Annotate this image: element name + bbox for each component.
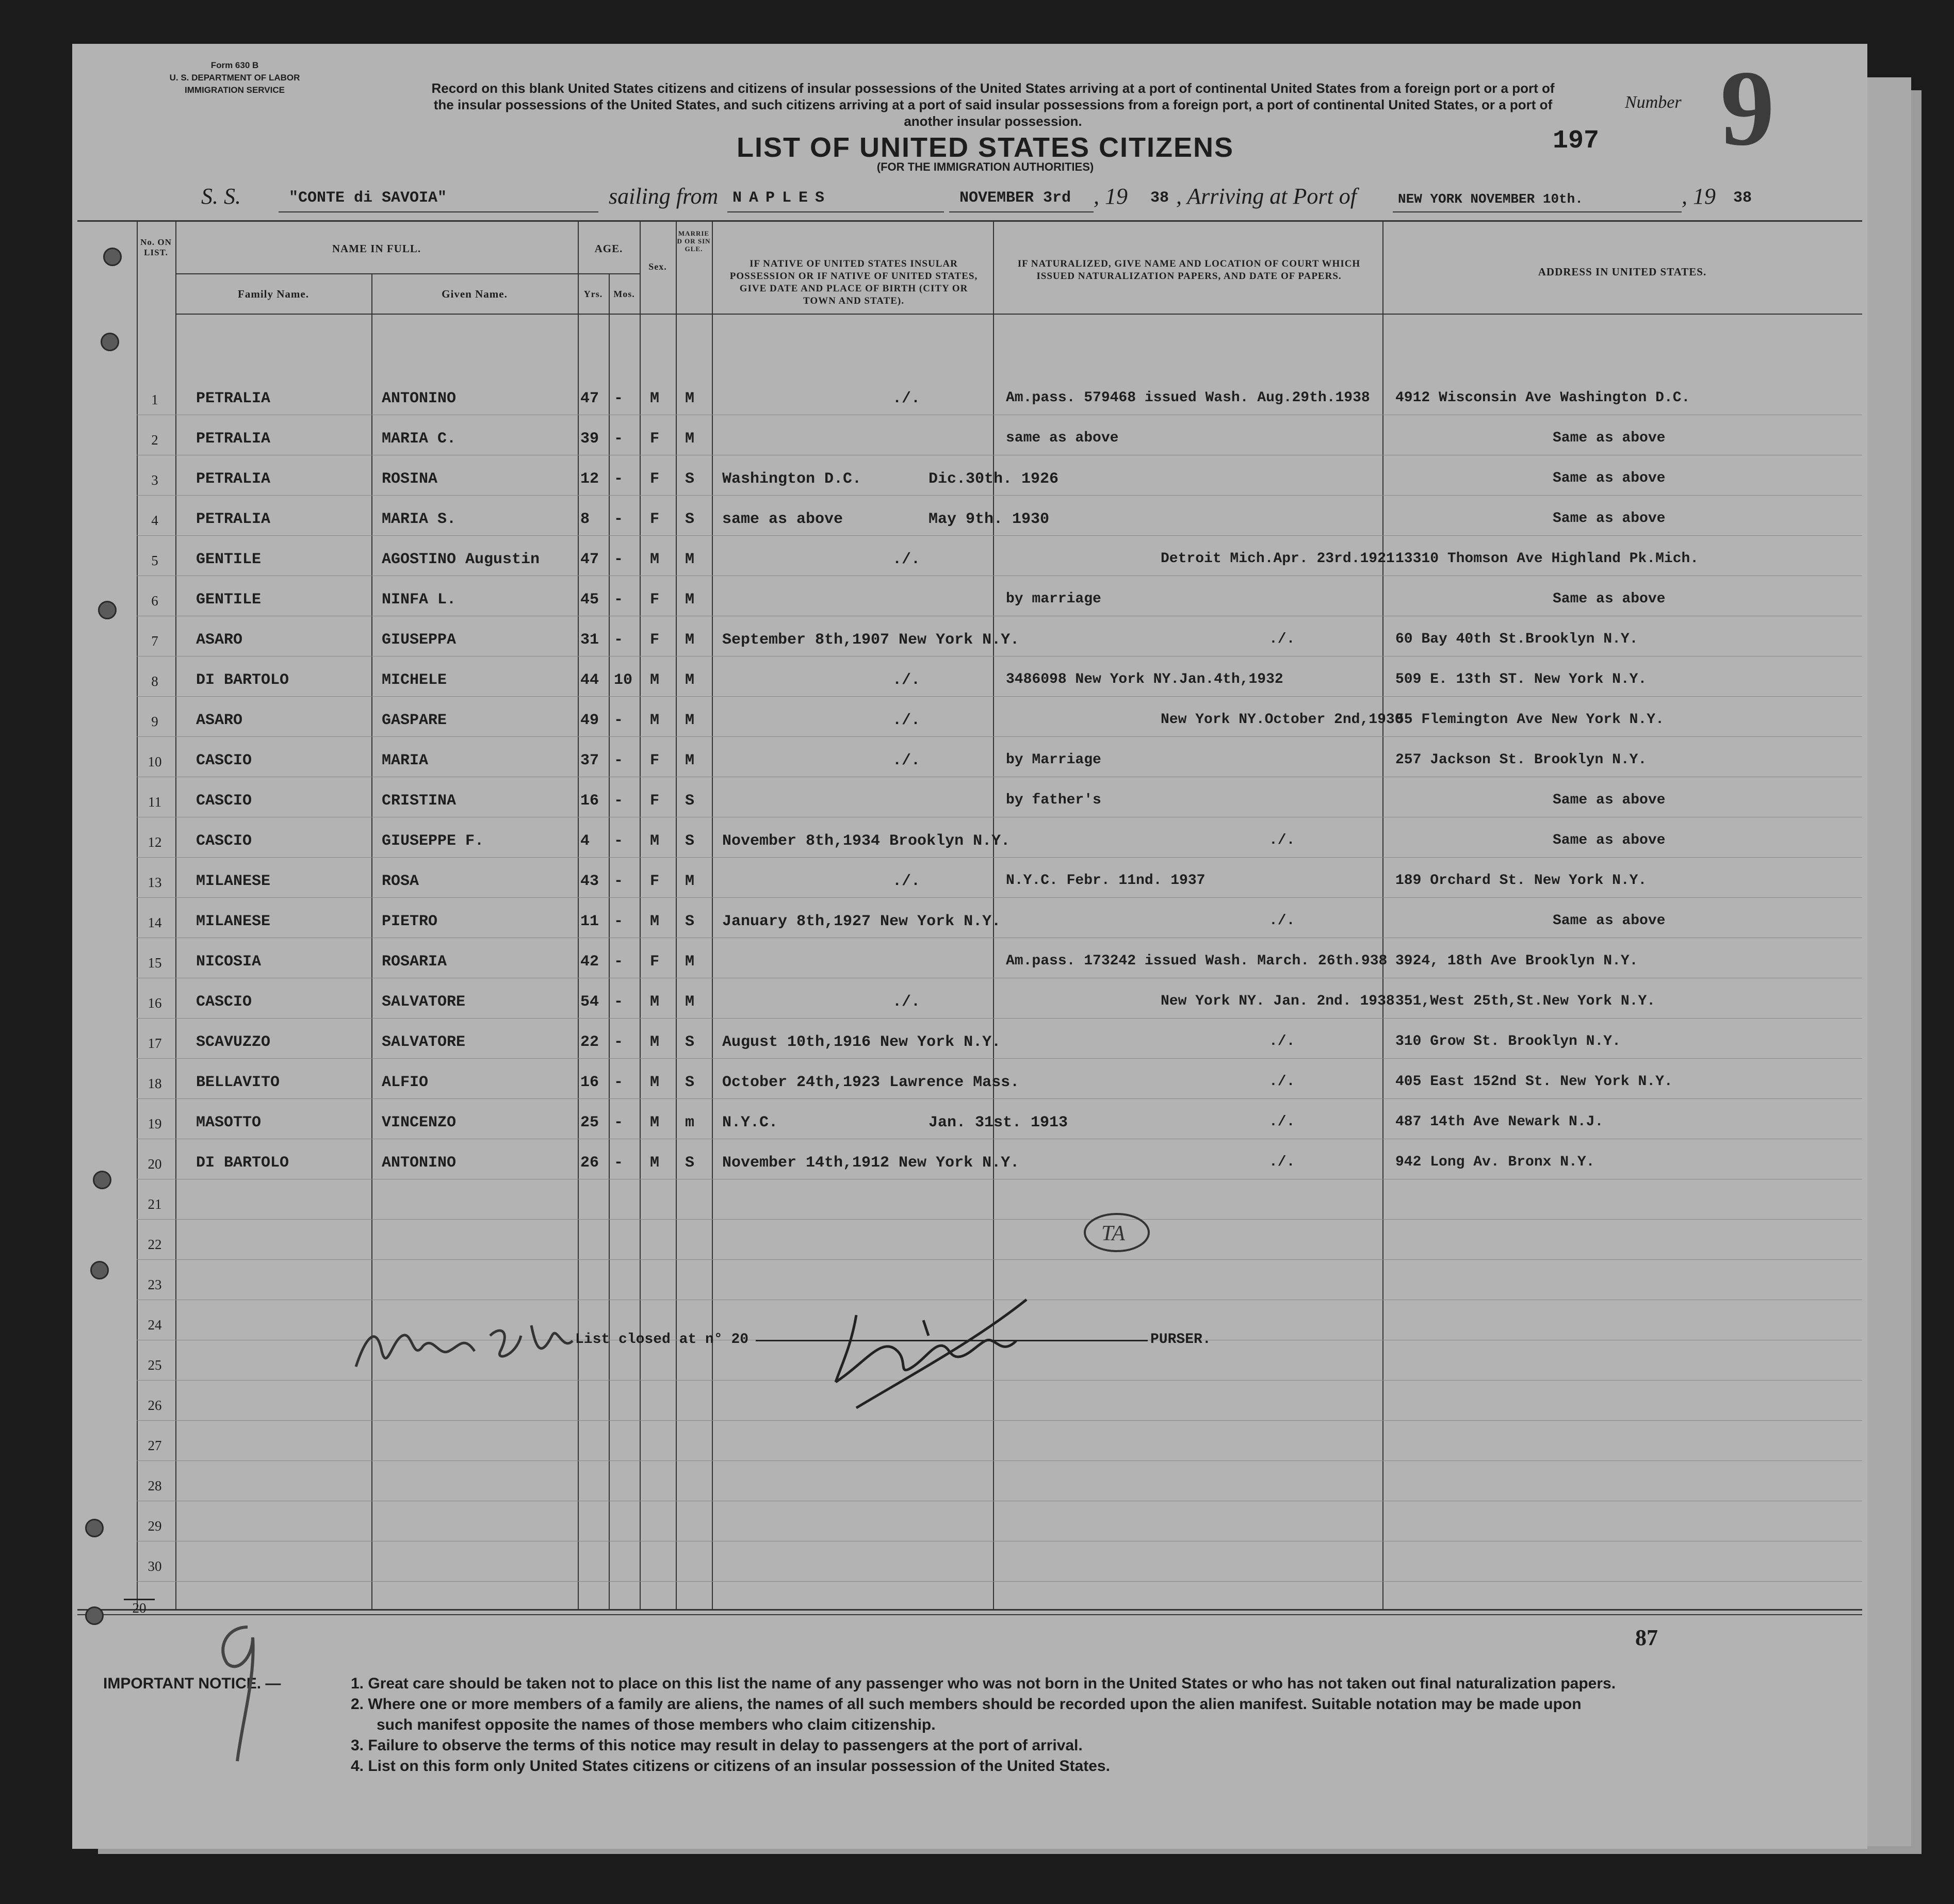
cell-nat: ./. (1269, 832, 1295, 848)
cell-addr: Same as above (1553, 591, 1666, 607)
cell-addr: 13310 Thomson Ave Highland Pk.Mich. (1395, 551, 1699, 567)
row-number: 12 (148, 834, 162, 850)
cell-nat: by Marriage (1006, 752, 1101, 768)
row-rule (137, 857, 1862, 858)
ship-name: "CONTE di SAVOIA" (289, 189, 447, 207)
department-name: U. S. DEPARTMENT OF LABOR (169, 73, 300, 83)
binder-hole (93, 1171, 111, 1189)
row-number: 23 (148, 1277, 162, 1292)
cell-given: ALFIO (382, 1074, 429, 1091)
cell-yrs: 45 (580, 591, 599, 609)
cell-birth: November 8th,1934 Brooklyn N.Y. (722, 832, 1011, 850)
cell-sex: M (650, 993, 660, 1011)
cell-family: NICOSIA (196, 953, 262, 971)
header-age: AGE. (594, 242, 623, 255)
row-rule (137, 1018, 1862, 1019)
cell-mos: - (614, 993, 624, 1011)
column-rule (609, 273, 610, 1609)
cell-family: DI BARTOLO (196, 1154, 289, 1172)
row-rule (137, 495, 1862, 496)
row-rule (137, 696, 1862, 697)
cell-given: ROSINA (382, 470, 438, 488)
cell-given: ANTONINO (382, 1154, 457, 1172)
row-number: 25 (148, 1357, 162, 1373)
stamp-number: 197 (1553, 126, 1600, 156)
list-number: 9 (1720, 48, 1774, 168)
cell-family: PETRALIA (196, 470, 271, 488)
cell-ms: M (685, 873, 695, 890)
cell-ms: S (685, 792, 695, 810)
page-subtitle: (FOR THE IMMIGRATION AUTHORITIES) (876, 160, 1094, 173)
cell-nat: same as above (1006, 430, 1119, 446)
header-address: ADDRESS IN UNITED STATES. (1538, 266, 1707, 278)
cell-nat: ./. (1269, 1033, 1295, 1049)
header-sex: Sex. (648, 261, 667, 272)
arriving-label: , Arriving at Port of (1176, 184, 1357, 209)
departure-year: 38 (1150, 189, 1169, 207)
column-rule (371, 273, 372, 1609)
column-rule (640, 222, 641, 1609)
cell-given: GIUSEPPA (382, 631, 457, 649)
cell-birth: September 8th,1907 New York N.Y. (722, 631, 1020, 649)
cell-nat: New York NY. Jan. 2nd. 1938 (1161, 993, 1395, 1009)
row-number: 11 (148, 794, 161, 810)
cell-given: MARIA (382, 752, 429, 769)
cell-yrs: 47 (580, 390, 599, 407)
cell-ms: S (685, 832, 695, 850)
cell-birth: N.Y.C. (722, 1114, 778, 1131)
cell-sex: M (650, 1074, 660, 1091)
cell-given: GASPARE (382, 712, 447, 729)
ss-label: S. S. (201, 184, 241, 209)
form-identifier (134, 59, 335, 96)
cell-birth: November 14th,1912 New York N.Y. (722, 1154, 1020, 1172)
cell-addr: 509 E. 13th ST. New York N.Y. (1395, 671, 1647, 687)
cell-given: SALVATORE (382, 1033, 466, 1051)
header-given-name: Given Name. (442, 288, 508, 300)
cell-mos: - (614, 631, 624, 649)
cell-birth: ./. (892, 671, 921, 689)
cell-family: MILANESE (196, 913, 271, 930)
cell-mos: - (614, 430, 624, 448)
cell-mos: - (614, 470, 624, 488)
cell-ms: M (685, 953, 695, 971)
row-rule (137, 1098, 1862, 1099)
cell-nat: 3486098 New York NY.Jan.4th,1932 (1006, 671, 1283, 687)
cell-given: CRISTINA (382, 792, 457, 810)
purser-label: PURSER. (1150, 1332, 1211, 1348)
row-rule (137, 1460, 1862, 1461)
cell-mos: - (614, 1114, 624, 1131)
cell-nat: ./. (1269, 1114, 1295, 1130)
row-number: 21 (148, 1196, 162, 1212)
cell-addr: Same as above (1553, 913, 1666, 929)
row-number: 3 (151, 472, 158, 488)
cell-yrs: 43 (580, 873, 599, 890)
cell-addr: 189 Orchard St. New York N.Y. (1395, 873, 1647, 889)
cell-mos: - (614, 551, 624, 568)
svg-text:TA: TA (1101, 1222, 1125, 1245)
row-number: 13 (148, 875, 162, 890)
cell-mos: - (614, 953, 624, 971)
cell-sex: M (650, 1154, 660, 1172)
header-naturalized: IF NATURALIZED, GIVE NAME AND LOCATION OF COURT WHICH ISSUED NATURALIZATION PAPERS, AND DATE OF PAPERS. (1017, 258, 1361, 282)
cell-family: GENTILE (196, 551, 262, 568)
row-number: 4 (151, 513, 158, 528)
cell-birth: October 24th,1923 Lawrence Mass. (722, 1074, 1020, 1091)
row-number: 28 (148, 1478, 162, 1493)
cell-family: MASOTTO (196, 1114, 262, 1131)
row-number: 17 (148, 1036, 162, 1051)
cell-sex: M (650, 671, 660, 689)
cell-family: ASARO (196, 631, 243, 649)
cell-given: ANTONINO (382, 390, 457, 407)
cell-sex: M (650, 551, 660, 568)
cell-sex: F (650, 470, 660, 488)
cell-family: CASCIO (196, 752, 252, 769)
cell-sex: F (650, 873, 660, 890)
notice-heading: IMPORTANT NOTICE. — (103, 1675, 281, 1692)
handwritten-annotation (346, 1305, 583, 1382)
cell-ms: M (685, 671, 695, 689)
row-number: 1 (151, 392, 158, 407)
row-rule (137, 1219, 1862, 1220)
cell-family: CASCIO (196, 792, 252, 810)
cell-mos: - (614, 792, 624, 810)
row-number: 9 (151, 714, 158, 729)
cell-ms: M (685, 390, 695, 407)
cell-sex: F (650, 511, 660, 528)
cell-sex: F (650, 752, 660, 769)
cell-sex: F (650, 631, 660, 649)
row-number: 30 (148, 1558, 162, 1574)
binder-hole (85, 1519, 104, 1537)
cell-family: PETRALIA (196, 390, 271, 407)
row-number: 26 (148, 1398, 162, 1413)
column-rule (676, 222, 677, 1609)
cell-birth-date: Dic.30th. 1926 (929, 470, 1059, 488)
cell-family: PETRALIA (196, 511, 271, 528)
cell-birth: ./. (892, 993, 921, 1011)
total-count: 20 (124, 1599, 155, 1616)
row-number: 5 (151, 553, 158, 568)
cell-addr: Same as above (1553, 832, 1666, 848)
row-rule (137, 1581, 1862, 1582)
header-rule (175, 273, 640, 274)
cell-family: PETRALIA (196, 430, 271, 448)
cell-addr: 60 Bay 40th St.Brooklyn N.Y. (1395, 631, 1638, 647)
cell-family: CASCIO (196, 832, 252, 850)
cell-given: AGOSTINO Augustin (382, 551, 540, 568)
binder-hole (85, 1606, 104, 1625)
cell-nat: by marriage (1006, 591, 1101, 607)
underline (949, 211, 1094, 212)
cell-nat: Am.pass. 579468 issued Wash. Aug.29th.1938 (1006, 390, 1370, 406)
passenger-table (77, 220, 1862, 1650)
cell-addr: 351,West 25th,St.New York N.Y. (1395, 993, 1656, 1009)
cell-addr: 942 Long Av. Bronx N.Y. (1395, 1154, 1595, 1170)
cell-mos: - (614, 752, 624, 769)
cell-family: MILANESE (196, 873, 271, 890)
cell-family: BELLAVITO (196, 1074, 280, 1091)
row-number: 14 (148, 915, 162, 930)
cell-ms: M (685, 591, 695, 609)
cell-yrs: 44 (580, 671, 599, 689)
cell-mos: - (614, 1074, 624, 1091)
notice-item: such manifest opposite the names of those members who claim citizenship. (377, 1716, 936, 1733)
cell-nat: ./. (1269, 913, 1295, 929)
row-number: 27 (148, 1438, 162, 1453)
cell-birth: ./. (892, 752, 921, 769)
underline (727, 211, 944, 212)
manifest-page (72, 44, 1867, 1849)
binder-hole (90, 1261, 109, 1279)
notice-item: 3. Failure to observe the terms of this notice may result in delay to passengers at the port of arrival. (351, 1737, 1083, 1754)
cell-sex: M (650, 1033, 660, 1051)
cell-ms: S (685, 1033, 695, 1051)
row-number: 16 (148, 995, 162, 1011)
handwritten-page-number (206, 1617, 268, 1771)
cell-ms: M (685, 430, 695, 448)
header-no-on-list: No. ON LIST. (140, 237, 172, 257)
notice-item: 2. Where one or more members of a family are aliens, the names of all such members should be recorded upon the alien manifest. Suitable notation may be made upon (351, 1696, 1582, 1713)
notice-item: 1. Great care should be taken not to place on this list the name of any passenger who was not born in the United States or who has not taken out final naturalization papers. (351, 1675, 1616, 1692)
row-rule (137, 1058, 1862, 1059)
cell-mos: - (614, 511, 624, 528)
purser-signature (820, 1279, 1042, 1413)
cell-birth: same as above (722, 511, 843, 528)
sailing-label: sailing from (609, 184, 719, 209)
cell-yrs: 49 (580, 712, 599, 729)
underline (279, 211, 598, 212)
cell-addr: Same as above (1553, 792, 1666, 808)
cell-mos: 10 (614, 671, 633, 689)
row-number: 15 (148, 955, 162, 971)
record-instructions: Record on this blank United States citizens and citizens of insular possessions of the United States arriving at a port of continental United States from a foreign port or a port of the insular possessions of the United States, and such citizens arriving at a port of said insular possessions from a foreign port, a port of continental United States, or a port of another insular possession. (431, 80, 1555, 129)
cell-family: SCAVUZZO (196, 1033, 271, 1051)
cell-yrs: 12 (580, 470, 599, 488)
cell-given: ROSA (382, 873, 419, 890)
cell-yrs: 54 (580, 993, 599, 1011)
cell-mos: - (614, 832, 624, 850)
cell-yrs: 26 (580, 1154, 599, 1172)
cell-ms: M (685, 752, 695, 769)
cell-addr: 310 Grow St. Brooklyn N.Y. (1395, 1033, 1621, 1049)
departure-date: NOVEMBER 3rd (959, 189, 1071, 207)
header-mos: Mos. (613, 289, 635, 299)
column-rule (137, 222, 138, 1609)
header-family-name: Family Name. (238, 288, 309, 300)
cell-ms: M (685, 631, 695, 649)
cell-birth: ./. (892, 390, 921, 407)
column-rule (578, 222, 579, 1609)
cell-yrs: 16 (580, 1074, 599, 1091)
cell-sex: M (650, 1114, 660, 1131)
header-married-single: MARRIED OR SINGLE. (677, 229, 711, 253)
cell-birth: August 10th,1916 New York N.Y. (722, 1033, 1001, 1051)
binder-hole (103, 248, 122, 266)
cell-addr: 55 Flemington Ave New York N.Y. (1395, 712, 1664, 728)
cell-birth: ./. (892, 873, 921, 890)
number-label: Number (1625, 93, 1682, 112)
row-number: 29 (148, 1518, 162, 1534)
ta-stamp (1081, 1209, 1153, 1256)
cell-ms: S (685, 470, 695, 488)
header-rule (175, 314, 1862, 315)
list-closed-text: List closed at n° 20 (575, 1332, 749, 1348)
cell-mos: - (614, 1033, 624, 1051)
cell-yrs: 47 (580, 551, 599, 568)
cell-given: MARIA C. (382, 430, 457, 448)
cell-given: PIETRO (382, 913, 438, 930)
column-rule (1382, 222, 1383, 1609)
cell-given: VINCENZO (382, 1114, 457, 1131)
cell-birth: ./. (892, 551, 921, 568)
cell-yrs: 25 (580, 1114, 599, 1131)
cell-nat: ./. (1269, 1154, 1295, 1170)
row-number: 24 (148, 1317, 162, 1333)
row-number: 10 (148, 754, 162, 769)
cell-sex: M (650, 832, 660, 850)
notice-item: 4. List on this form only United States citizens or citizens of an insular possession of the United States. (351, 1758, 1110, 1775)
cell-addr: 487 14th Ave Newark N.J. (1395, 1114, 1604, 1130)
row-number: 22 (148, 1237, 162, 1252)
cell-addr: 405 East 152nd St. New York N.Y. (1395, 1074, 1673, 1090)
arrival-port: NEW YORK NOVEMBER 10th. (1398, 191, 1583, 207)
cell-nat: ./. (1269, 631, 1295, 647)
cell-ms: S (685, 511, 695, 528)
page-title: LIST OF UNITED STATES CITIZENS (737, 132, 1234, 163)
cell-mos: - (614, 1154, 624, 1172)
row-rule (137, 736, 1862, 737)
cell-given: MICHELE (382, 671, 447, 689)
cell-sex: M (650, 712, 660, 729)
cell-yrs: 11 (580, 913, 599, 930)
page-count: 87 (1635, 1625, 1658, 1650)
cell-nat: N.Y.C. Febr. 11nd. 1937 (1006, 873, 1206, 889)
cell-sex: F (650, 792, 660, 810)
cell-family: CASCIO (196, 993, 252, 1011)
cell-given: SALVATORE (382, 993, 466, 1011)
cell-given: MARIA S. (382, 511, 457, 528)
row-rule (137, 1259, 1862, 1260)
cell-given: NINFA L. (382, 591, 457, 609)
cell-nat: New York NY.October 2nd,1930 (1161, 712, 1404, 728)
arrival-year: 38 (1733, 189, 1752, 207)
binder-hole (101, 333, 119, 351)
cell-nat: Am.pass. 173242 issued Wash. March. 26th.938 (1006, 953, 1388, 969)
cell-addr: Same as above (1553, 511, 1666, 527)
cell-mos: - (614, 712, 624, 729)
cell-given: ROSARIA (382, 953, 447, 971)
cell-nat: ./. (1269, 1074, 1295, 1090)
row-number: 18 (148, 1076, 162, 1091)
cell-ms: M (685, 551, 695, 568)
row-number: 8 (151, 674, 158, 689)
cell-yrs: 8 (580, 511, 590, 528)
cell-sex: F (650, 953, 660, 971)
column-rule (712, 222, 713, 1609)
row-rule (137, 535, 1862, 536)
cell-addr: 3924, 18th Ave Brooklyn N.Y. (1395, 953, 1638, 969)
cell-nat: by father's (1006, 792, 1101, 808)
cell-sex: F (650, 591, 660, 609)
cell-ms: S (685, 1074, 695, 1091)
cell-ms: m (685, 1114, 695, 1131)
row-number: 2 (151, 432, 158, 448)
row-rule (137, 897, 1862, 898)
row-number: 6 (151, 593, 158, 609)
cell-addr: 257 Jackson St. Brooklyn N.Y. (1395, 752, 1647, 768)
cell-yrs: 16 (580, 792, 599, 810)
cell-mos: - (614, 390, 624, 407)
cell-family: DI BARTOLO (196, 671, 289, 689)
cell-yrs: 39 (580, 430, 599, 448)
cell-birth: Washington D.C. (722, 470, 862, 488)
binder-hole (98, 601, 117, 619)
cell-mos: - (614, 591, 624, 609)
cell-mos: - (614, 913, 624, 930)
cell-yrs: 42 (580, 953, 599, 971)
cell-addr: Same as above (1553, 470, 1666, 486)
port-from: NAPLES (732, 189, 832, 207)
cell-family: GENTILE (196, 591, 262, 609)
cell-yrs: 4 (580, 832, 590, 850)
year-prefix: , 19 (1682, 184, 1716, 209)
cell-addr: 4912 Wisconsin Ave Washington D.C. (1395, 390, 1690, 406)
cell-sex: M (650, 390, 660, 407)
cell-family: ASARO (196, 712, 243, 729)
cell-addr: Same as above (1553, 430, 1666, 446)
form-number: Form 630 B (210, 60, 259, 70)
cell-nat: Detroit Mich.Apr. 23rd.1921 (1161, 551, 1395, 567)
row-number: 20 (148, 1156, 162, 1172)
cell-birth-date: Jan. 31st. 1913 (929, 1114, 1068, 1131)
cell-sex: F (650, 430, 660, 448)
cell-yrs: 37 (580, 752, 599, 769)
row-number: 19 (148, 1116, 162, 1131)
header-yrs: Yrs. (583, 289, 603, 299)
cell-ms: S (685, 913, 695, 930)
year-prefix: , 19 (1094, 184, 1128, 209)
header-name-in-full: NAME IN FULL. (332, 242, 421, 255)
cell-birth-date: May 9th. 1930 (929, 511, 1050, 528)
cell-yrs: 31 (580, 631, 599, 649)
footer-rule (77, 1614, 1862, 1615)
service-name: IMMIGRATION SERVICE (185, 85, 285, 95)
cell-ms: M (685, 993, 695, 1011)
cell-given: GIUSEPPE F. (382, 832, 484, 850)
cell-mos: - (614, 873, 624, 890)
header-birth: IF NATIVE OF UNITED STATES INSULAR POSSESSION OR IF NATIVE OF UNITED STATES, GIVE DATE AND PLACE OF BIRTH (CITY OR TOWN AND STATE). (729, 258, 978, 306)
cell-ms: S (685, 1154, 695, 1172)
row-rule (137, 1420, 1862, 1421)
cell-yrs: 22 (580, 1033, 599, 1051)
cell-birth: ./. (892, 712, 921, 729)
column-rule (175, 222, 176, 1609)
cell-ms: M (685, 712, 695, 729)
cell-sex: M (650, 913, 660, 930)
underline (1393, 211, 1682, 212)
row-number: 7 (151, 633, 158, 649)
cell-birth: January 8th,1927 New York N.Y. (722, 913, 1001, 930)
